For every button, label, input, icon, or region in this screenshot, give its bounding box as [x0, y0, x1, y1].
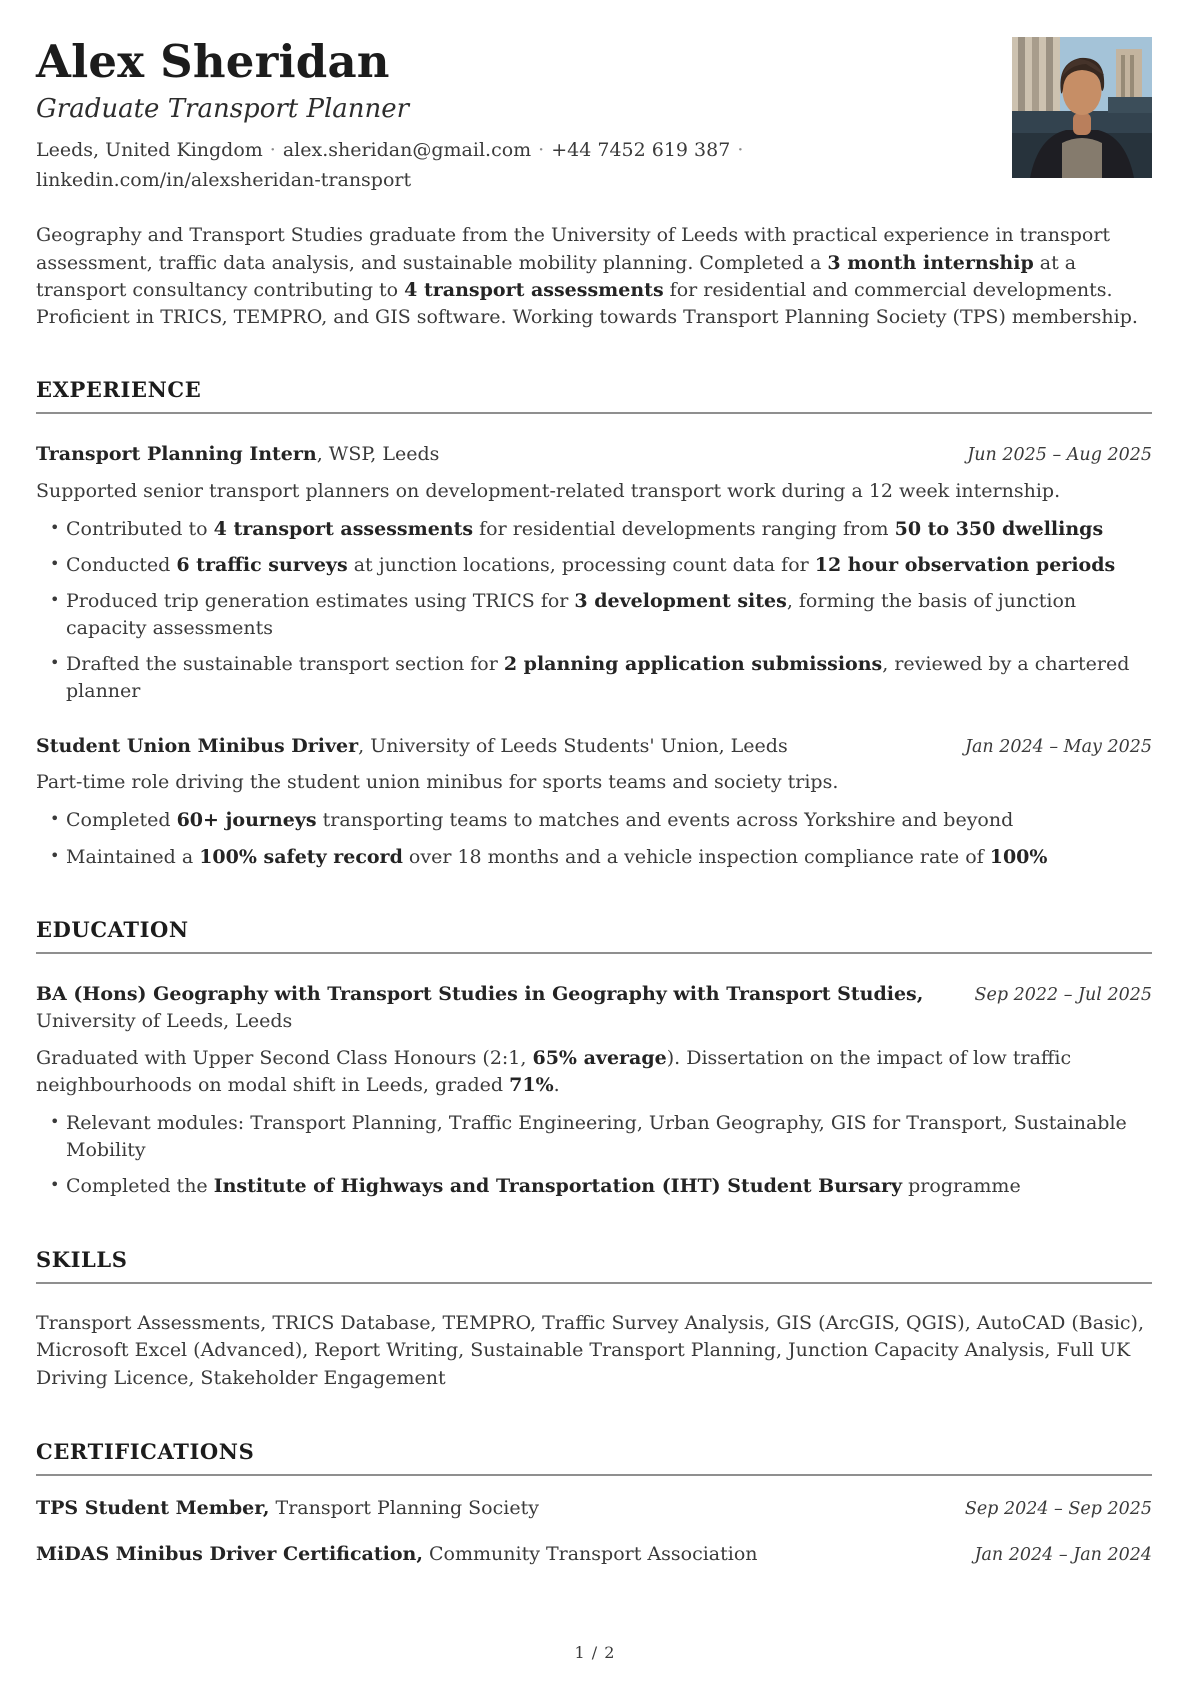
bullet-text: Relevant modules: Transport Planning, Traffic Engineering, Urban Geography, GIS for Transport, Sustainable Mobility	[66, 1112, 1127, 1162]
contact-email[interactable]: alex.sheridan@gmail.com	[282, 138, 532, 161]
bullet-text: Contributed to 4 transport assessments for residential developments ranging from 50 to 350 dwellings	[66, 517, 1104, 540]
bullet-icon: •	[50, 590, 60, 610]
degree-org-location: University of Leeds, Leeds	[36, 1010, 293, 1033]
certification-entry	[36, 1541, 1152, 1569]
job-title-line	[36, 441, 439, 469]
section-skills	[36, 1247, 1152, 1393]
dot-separator-icon: ·	[737, 138, 744, 161]
certification-org: Transport Planning Society	[269, 1496, 539, 1519]
bullet-icon: •	[50, 1175, 60, 1195]
bullet-icon: •	[50, 809, 60, 829]
job-role: Transport Planning Intern	[36, 443, 317, 465]
contact-phone: +44 7452 619 387	[551, 138, 731, 161]
bullet-text: Completed the Institute of Highways and Transportation (IHT) Student Bursary programme	[66, 1175, 1021, 1198]
section-education	[36, 917, 1152, 1201]
list-item	[36, 516, 1152, 543]
date-range: Jan 2024 – Jan 2024	[974, 1545, 1152, 1566]
certification-name: TPS Student Member,	[36, 1496, 270, 1519]
section-title-education: EDUCATION	[36, 917, 1152, 954]
certification-name: MiDAS Minibus Driver Certification,	[36, 1543, 423, 1566]
date-range: Sep 2022 – Jul 2025	[974, 984, 1152, 1005]
skills-list-text: Transport Assessments, TRICS Database, TEMPRO, Traffic Survey Analysis, GIS (ArcGIS, QGIS), AutoCAD (Basic), Microsoft Excel (Advanced), Report Writing, Sustainable Transport Planning, Junction Capacity Analysis, Full UK Driving Licence, Stakeholder Engagement	[36, 1311, 1144, 1389]
date-range: Sep 2024 – Sep 2025	[964, 1498, 1152, 1519]
bullet-icon: •	[50, 553, 60, 573]
profile-summary: Geography and Transport Studies graduate from the University of Leeds with practical experience in transport assessment, traffic data analysis, and sustainable mobility planning. Completed a 3 month internship at a transport consultancy contributing to 4 transport assessments for residential and commercial developments. Proficient in TRICS, TEMPRO, and GIS software. Working towards Transport Planning Society (TPS) membership.	[36, 224, 1138, 328]
experience-entry	[36, 733, 1152, 871]
dot-separator-icon: ·	[269, 138, 276, 161]
degree-title-line	[36, 981, 946, 1036]
bullet-text: Maintained a 100% safety record over 18 months and a vehicle inspection compliance rate of 100%	[66, 845, 1048, 868]
job-bullet-list	[36, 807, 1152, 870]
certification-org: Community Transport Association	[422, 1543, 758, 1566]
date-range: Jun 2025 – Aug 2025	[967, 445, 1152, 465]
list-item	[36, 1110, 1152, 1164]
contact-location: Leeds, United Kingdom	[36, 138, 263, 161]
list-item	[36, 552, 1152, 579]
bullet-text: Produced trip generation estimates using TRICS for 3 development sites, forming the basis of junction capacity assessments	[66, 590, 1077, 640]
job-role: Student Union Minibus Driver	[36, 734, 359, 757]
candidate-name: Alex Sheridan	[36, 35, 390, 88]
education-entry	[36, 981, 1152, 1201]
certification-title-line	[36, 1541, 758, 1569]
profile-photo	[1012, 37, 1152, 178]
bullet-icon: •	[50, 517, 60, 537]
job-bullet-list	[36, 516, 1152, 706]
bullet-text: Conducted 6 traffic surveys at junction locations, processing count data for 12 hour observation periods	[66, 553, 1116, 576]
bullet-icon: •	[50, 653, 60, 673]
dot-separator-icon: ·	[538, 138, 545, 161]
date-range: Jan 2024 – May 2025	[964, 736, 1152, 757]
education-bullet-list	[36, 1110, 1152, 1200]
contact-line	[36, 135, 986, 196]
job-title-line	[36, 733, 788, 761]
education-description: Graduated with Upper Second Class Honours (2:1, 65% average). Dissertation on the impact of low traffic neighbourhoods on modal shift in Leeds, graded 71%.	[36, 1046, 1072, 1096]
job-org-location: , University of Leeds Students' Union, Leeds	[358, 734, 788, 757]
bullet-icon: •	[50, 1112, 60, 1132]
section-title-skills: SKILLS	[36, 1247, 1152, 1284]
certification-entry	[36, 1495, 1152, 1523]
section-certifications	[36, 1439, 1152, 1569]
section-title-certifications: CERTIFICATIONS	[36, 1439, 1152, 1476]
section-experience	[36, 377, 1152, 871]
certification-title-line	[36, 1495, 539, 1523]
experience-entry	[36, 441, 1152, 706]
bullet-icon: •	[50, 845, 60, 865]
contact-linkedin[interactable]: linkedin.com/in/alexsheridan-transport	[36, 168, 412, 191]
page-number: 1 / 2	[574, 1643, 616, 1662]
section-title-experience: EXPERIENCE	[36, 377, 1152, 414]
job-description: Part-time role driving the student union minibus for sports teams and society trips.	[36, 771, 839, 794]
list-item	[36, 651, 1152, 705]
job-org-location: , WSP, Leeds	[316, 443, 440, 465]
list-item	[36, 1173, 1152, 1200]
candidate-title: Graduate Transport Planner	[36, 93, 410, 124]
bullet-text: Completed 60+ journeys transporting teams to matches and events across Yorkshire and beyond	[66, 809, 1014, 832]
list-item	[36, 807, 1152, 834]
bullet-text: Drafted the sustainable transport section for 2 planning application submissions, reviewed by a chartered planner	[66, 653, 1130, 703]
job-description: Supported senior transport planners on development-related transport work during a 12 week internship.	[36, 479, 1061, 502]
list-item	[36, 844, 1152, 871]
list-item	[36, 588, 1152, 642]
degree-name: BA (Hons) Geography with Transport Studies in Geography with Transport Studies,	[36, 982, 924, 1005]
